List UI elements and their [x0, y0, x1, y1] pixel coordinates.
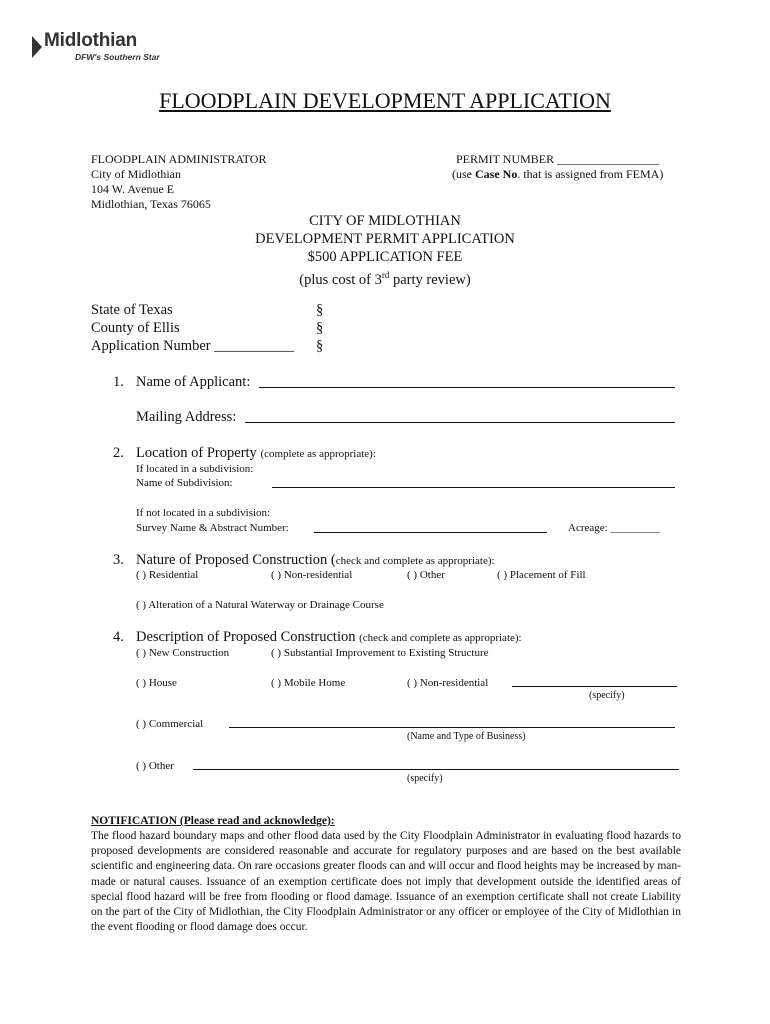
county-label: County of Ellis — [91, 320, 180, 336]
option-substantial-improvement[interactable]: ( ) Substantial Improvement to Existing Structure — [271, 647, 489, 659]
option-new-construction[interactable]: ( ) New Construction — [136, 647, 230, 659]
permit-note: (use Case No. that is assigned from FEMA) — [452, 167, 664, 181]
non-subdivision-note: If not located in a subdivision: — [136, 507, 271, 519]
section-symbol: § — [316, 302, 324, 318]
heading-city: CITY OF MIDLOTHIAN — [309, 213, 461, 229]
option-alteration-waterway[interactable]: ( ) Alteration of a Natural Waterway or Drainage Course — [136, 599, 384, 611]
q4-number: 4. — [113, 629, 124, 645]
description-label: Description of Proposed Construction (check and complete as appropriate): — [136, 629, 522, 645]
option-mobile-home[interactable]: ( ) Mobile Home — [271, 677, 346, 689]
option-house[interactable]: ( ) House — [136, 677, 177, 689]
commercial-input[interactable] — [229, 727, 675, 728]
q2-number: 2. — [113, 445, 124, 461]
admin-city: City of Midlothian — [91, 167, 181, 181]
subdivision-name-label: Name of Subdivision: — [136, 477, 233, 489]
notification-heading: NOTIFICATION (Please read and acknowledge): — [91, 815, 335, 827]
logo-name: Midlothian — [44, 30, 137, 51]
heading-fee: $500 APPLICATION FEE — [307, 249, 463, 265]
heading-permit-app: DEVELOPMENT PERMIT APPLICATION — [255, 231, 515, 247]
option-other-construction[interactable]: ( ) Other — [136, 760, 174, 772]
admin-title: FLOODPLAIN ADMINISTRATOR — [91, 152, 267, 166]
application-number-field[interactable]: Application Number ___________ — [91, 338, 294, 354]
logo-tagline: DFW's Southern Star — [75, 52, 160, 62]
applicant-name-input[interactable] — [259, 387, 675, 388]
non-residential-specify-input[interactable] — [512, 686, 677, 687]
nature-label: Nature of Proposed Construction (check and complete as appropriate): — [136, 552, 495, 568]
subdivision-note: If located in a subdivision: — [136, 463, 254, 475]
midlothian-logo — [18, 22, 168, 74]
state-label: State of Texas — [91, 302, 173, 318]
option-placement-of-fill[interactable]: ( ) Placement of Fill — [497, 569, 586, 581]
survey-name-label: Survey Name & Abstract Number: — [136, 522, 289, 534]
applicant-name-label: Name of Applicant: — [136, 374, 251, 390]
mailing-address-label: Mailing Address: — [136, 409, 237, 425]
survey-name-input[interactable] — [314, 532, 547, 533]
option-commercial[interactable]: ( ) Commercial — [136, 718, 204, 730]
other-specify-input[interactable] — [193, 769, 679, 770]
option-non-residential[interactable]: ( ) Non-residential — [271, 569, 353, 581]
admin-citystate: Midlothian, Texas 76065 — [91, 197, 211, 211]
specify-hint: (specify) — [589, 690, 625, 701]
page-title: FLOODPLAIN DEVELOPMENT APPLICATION — [159, 88, 611, 113]
acreage-field[interactable]: Acreage: _________ — [568, 522, 660, 534]
q1-number: 1. — [113, 374, 124, 390]
section-symbol: § — [316, 338, 324, 354]
subdivision-name-input[interactable] — [272, 487, 675, 488]
admin-street: 104 W. Avenue E — [91, 182, 175, 196]
location-label: Location of Property (complete as appropriate): — [136, 445, 376, 461]
option-other[interactable]: ( ) Other — [407, 569, 445, 581]
q3-number: 3. — [113, 552, 124, 568]
option-non-residential[interactable]: ( ) Non-residential — [407, 677, 489, 689]
notification-body: The flood hazard boundary maps and other flood data used by the City Floodplain Administrator in evaluating flood hazards to proposed developments are considered reasonable and accurate for regulatory purposes and are based on the best available scientific and engineering data. On rare occasions greater floods can and will occur and flood heights may be increased by man-made or natural causes. Issuance of an exemption certificate does not imply that development outside the identified areas of special flood hazard will be free from flooding or flood damage. Issuance of an exemption certificate shall not create Liability on the part of the City of Midlothian, the City Floodplain Administrator or any officer or employee of the City of Midlothian in the event flooding or flood damage does occur. — [91, 830, 681, 934]
section-symbol: § — [316, 320, 324, 336]
mailing-address-input[interactable] — [245, 422, 675, 423]
option-residential[interactable]: ( ) Residential — [136, 569, 199, 581]
permit-number-field[interactable]: PERMIT NUMBER _________________ — [456, 152, 660, 166]
heading-review: (plus cost of 3rd party review) — [299, 270, 471, 288]
business-hint: (Name and Type of Business) — [407, 731, 526, 742]
other-specify-hint: (specify) — [407, 773, 443, 784]
